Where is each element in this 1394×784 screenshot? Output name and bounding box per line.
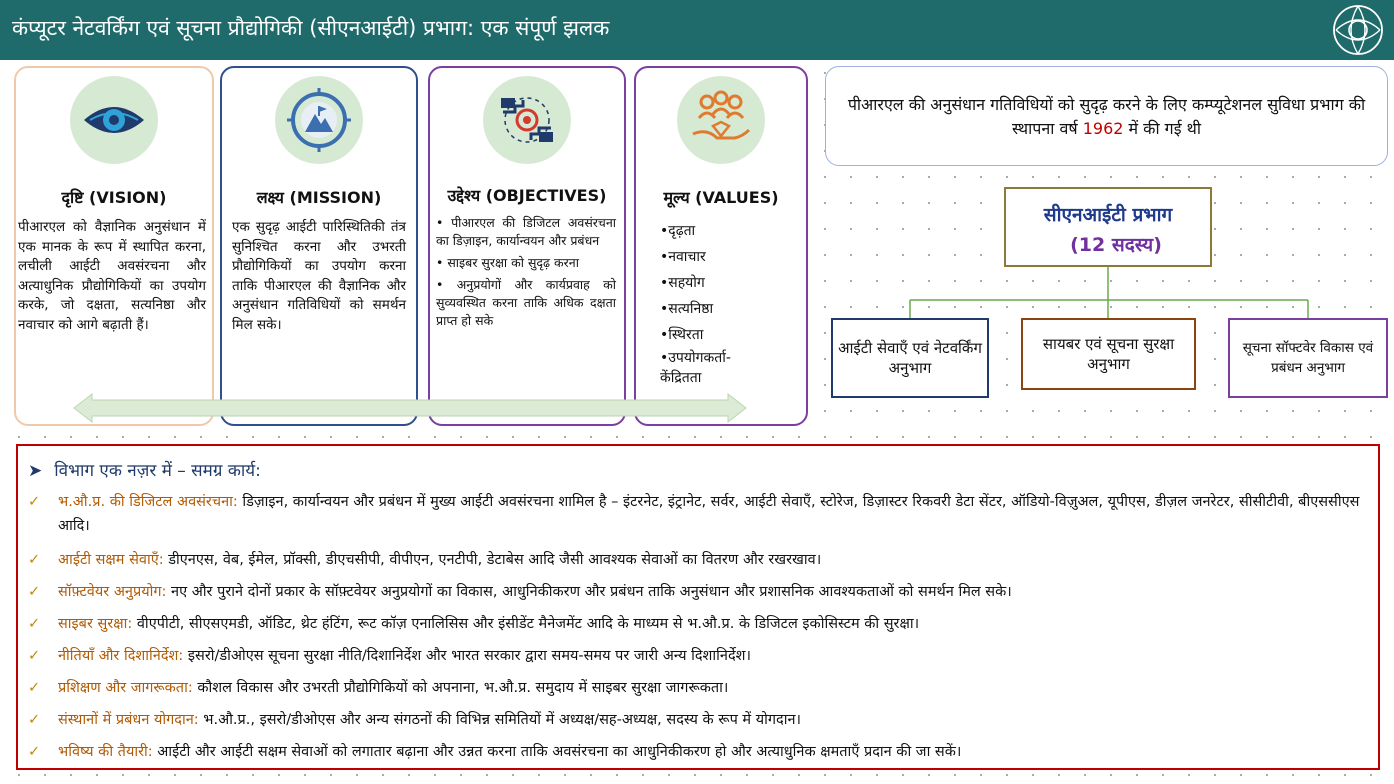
list-item: • अनुप्रयोगों और कार्यप्रवाह को सुव्यवस्थित करना ताकि अधिक दक्षता प्राप्त हो सके <box>436 277 616 328</box>
list-item: •सत्यनिष्ठा <box>660 301 714 317</box>
check-icon: ✓ <box>28 712 41 728</box>
mission-icon-badge <box>275 76 363 164</box>
list-item: ✓ प्रशिक्षण और जागरूकता: कौशल विकास और उभरती प्रौद्योगिकियों को अपनाना, भ.औ.प्र. समुदाय में साइबर सुरक्षा जागरूकता। <box>28 676 1370 700</box>
check-icon: ✓ <box>28 680 41 696</box>
mission-card <box>220 66 418 426</box>
list-item: •उपयोगकर्ता-केंद्रितता <box>660 350 731 386</box>
target-mountain-icon <box>275 76 363 164</box>
list-item: ✓ आईटी सक्षम सेवाएँ: डीएनएस, वेब, ईमेल, प्रॉक्सी, डीएचसीपी, वीपीएन, एनटीपी, डेटाबेस आदि जैसी आवश्यक सेवाओं का वितरण और रखरखाव। <box>28 548 1370 572</box>
org-unit-cyber-security: सायबर एवं सूचना सुरक्षा अनुभाग <box>1021 318 1196 390</box>
objectives-list <box>436 214 616 334</box>
check-icon: ✓ <box>28 552 41 568</box>
list-item: •स्थिरता <box>660 327 704 343</box>
values-icon-badge <box>677 76 765 164</box>
values-title: मूल्य (VALUES) <box>663 188 779 207</box>
check-icon: ✓ <box>28 494 41 510</box>
list-item: ✓ सॉफ़्टवेयर अनुप्रयोग: नए और पुराने दोनों प्रकार के सॉफ़्टवेयर अनुप्रयोगों का विकास, आधुनिकीकरण और प्रबंधन ताकि अनुसंधान और प्रशासनिक आवश्यकताओं को समर्थन मिल सके। <box>28 580 1370 604</box>
double-arrow-icon <box>72 392 748 424</box>
arrow-right-icon: ➤ <box>28 461 43 481</box>
org-members: (12 सदस्य) <box>1070 234 1162 256</box>
list-item: • पीआरएल की डिजिटल अवसंरचना का डिज़ाइन, कार्यान्वयन और प्रबंधन <box>436 215 616 248</box>
values-card <box>634 66 808 426</box>
list-item: ✓ भविष्य की तैयारी: आईटी और आईटी सक्षम सेवाओं को लगातार बढ़ाना और उन्नत करना ताकि अवसंरचना का आधुनिकीकरण हो और अत्याधुनिक क्षमताएँ प्रदान की जा सकें। <box>28 740 1370 764</box>
check-icon: ✓ <box>28 744 41 760</box>
list-item: ✓ नीतियाँ और दिशानिर्देश: इसरो/डीओएस सूचना सुरक्षा नीति/दिशानिर्देश और भारत सरकार द्वारा समय-समय पर जारी अन्य दिशानिर्देश। <box>28 644 1370 668</box>
establishment-text: पीआरएल की अनुसंधान गतिविधियों को सुदृढ़ करने के लिए कम्प्यूटेशनल सुविधा प्रभाग की स्थापना वर्ष 1962 में की गई थी <box>847 95 1366 138</box>
org-unit-it-networking: आईटी सेवाएँ एवं नेटवर्किंग अनुभाग <box>831 318 989 398</box>
list-item: •दृढ़ता <box>660 223 696 239</box>
list-item: ✓ भ.औ.प्र. की डिजिटल अवसंरचना: डिज़ाइन, कार्यान्वयन और प्रबंधन में मुख्य आईटी अवसंरचना शामिल है – इंटरनेट, इंट्रानेट, सर्वर, आईटी सेवाएँ, स्टोरेज, डिज़ास्टर रिकवरी डेटा सेंटर, ऑडियो-विज़ुअल, यूपीएस, डीज़ल जनरेटर, सीसीटीवी, बीएससीएस आदि। <box>28 490 1370 538</box>
establishment-year: 1962 <box>1082 119 1124 138</box>
org-head-box <box>1004 187 1212 267</box>
values-list <box>660 218 770 388</box>
overview-panel <box>16 444 1380 770</box>
org-emblem-icon <box>1332 4 1384 56</box>
page-title: कंप्यूटर नेटवर्किंग एवं सूचना प्रौद्योगिकी (सीएनआईटी) प्रभाग: एक संपूर्ण झलक <box>12 16 610 40</box>
org-name: सीएनआईटी प्रभाग <box>1043 204 1173 226</box>
people-hand-icon <box>677 76 765 164</box>
list-item: ✓ साइबर सुरक्षा: वीएपीटी, सीएसएमडी, ऑडिट, थ्रेट हंटिंग, रूट कॉज़ एनालिसिस और इंसीडेंट मैनेजमेंट आदि के माध्यम से भ.औ.प्र. के डिजिटल इकोसिस्टम की सुरक्षा। <box>28 612 1370 636</box>
list-item: ✓ संस्थानों में प्रबंधन योगदान: भ.औ.प्र., इसरो/डीओएस और अन्य संगठनों की विभिन्न समितियों में अध्यक्ष/सह-अध्यक्ष, सदस्य के रूप में योगदान। <box>28 708 1370 732</box>
puzzle-target-icon <box>483 76 571 164</box>
objectives-icon-badge <box>483 76 571 164</box>
check-icon: ✓ <box>28 616 41 632</box>
check-icon: ✓ <box>28 648 41 664</box>
mission-title: लक्ष्य (MISSION) <box>256 188 382 207</box>
page-header <box>0 0 1394 60</box>
list-item: • साइबर सुरक्षा को सुदृढ़ करना <box>436 255 579 270</box>
establishment-info-box <box>825 66 1388 166</box>
vision-card <box>14 66 214 426</box>
list-item: •सहयोग <box>660 275 705 291</box>
eye-icon <box>70 76 158 164</box>
overview-heading: ➤ विभाग एक नज़र में – समग्र कार्य: <box>28 461 261 481</box>
vision-icon-badge <box>70 76 158 164</box>
objectives-card <box>428 66 626 426</box>
objectives-title: उद्देश्य (OBJECTIVES) <box>447 186 607 205</box>
vision-title: दृष्टि (VISION) <box>61 188 167 207</box>
check-icon: ✓ <box>28 584 41 600</box>
org-unit-software-dev: सूचना सॉफ्टवेर विकास एवं प्रबंधन अनुभाग <box>1228 318 1388 398</box>
mission-text: एक सुदृढ़ आईटी पारिस्थितिकी तंत्र सुनिश्चित करना और उभरती प्रौद्योगिकियों का उपयोग करना ताकि पीआरएल की वैज्ञानिक और अनुसंधान गतिविधियों को समर्थन मिल सके। <box>232 219 406 333</box>
list-item: •नवाचार <box>660 249 706 265</box>
vision-text: पीआरएल को वैज्ञानिक अनुसंधान में एक मानक के रूप में स्थापित करना, लचीली आईटी अवसंरचना और अत्याधुनिक प्रौद्योगिकियों का उपयोग करके, जो दक्षता, सत्यनिष्ठा और नवाचार को आगे बढ़ाती हैं। <box>18 219 206 333</box>
